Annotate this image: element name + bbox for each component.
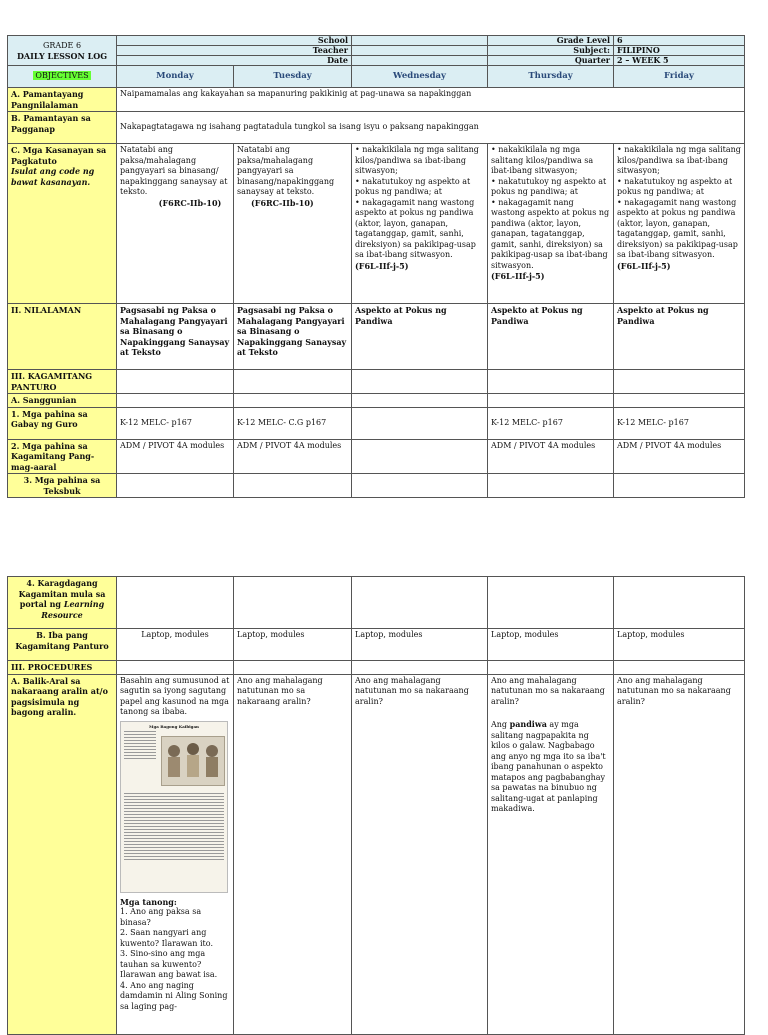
row-label-procedures: III. PROCEDURES <box>8 661 117 675</box>
kagamitang-tuesday: ADM / PIVOT 4A modules <box>234 439 352 474</box>
gabay-wednesday <box>352 407 488 439</box>
lesson-log-table-page2 <box>7 576 745 1035</box>
story-thumbnail-title: Mga Bagong Kaibigan <box>149 723 199 729</box>
story-illustration <box>161 736 225 786</box>
list-item: 2. Saan nangyari ang kuwento? Ilarawan ito. <box>120 928 213 948</box>
objectives-label: OBJECTIVES <box>35 71 89 81</box>
row-label-kasanayan <box>8 144 117 304</box>
karagdagang-thursday <box>488 577 614 629</box>
day-header-monday: Monday <box>117 66 234 88</box>
nilalaman-wednesday: Aspekto at Pokus ng Pandiwa <box>352 304 488 370</box>
subject-label: Subject: <box>488 46 614 56</box>
day-header-thursday: Thursday <box>488 66 614 88</box>
procedures-monday <box>117 661 234 675</box>
kagamitang-monday: ADM / PIVOT 4A modules <box>117 439 234 474</box>
teksbuk-thursday <box>488 474 614 498</box>
teksbuk-monday <box>117 474 234 498</box>
kasanayan-thursday-code: (F6L-IIf-j-5) <box>491 271 545 281</box>
day-header-friday: Friday <box>614 66 745 88</box>
kagamitang-friday: ADM / PIVOT 4A modules <box>614 439 745 474</box>
pandiwa-definition: Ang pandiwa ay mga salitang nagpapakita ng kilos o galaw. Nagbabago ang anyo ng mga ito sa iba't ibang panahunan o aspekto matapos ang pagbabanghay sa pawatas na binubuo ng salitang-ugat at panlaping makadiwa. <box>491 719 606 813</box>
kasanayan-label: C. Mga Kasanayan sa Pagkatuto <box>11 145 107 166</box>
mga-tanong-list <box>120 907 230 1012</box>
row-label-pamantayang-pangnilalaman: A. Pamantayang Pangnilalaman <box>8 88 117 112</box>
kagamitang-panturo-tuesday <box>234 370 352 394</box>
day-header-tuesday: Tuesday <box>234 66 352 88</box>
teksbuk-friday <box>614 474 745 498</box>
row-label-karagdagang-kagamitan <box>8 577 117 629</box>
log-title: DAILY LESSON LOG <box>16 50 108 61</box>
gabay-friday: K-12 MELC- p167 <box>614 407 745 439</box>
karagdagang-tuesday <box>234 577 352 629</box>
karagdagang-monday <box>117 577 234 629</box>
balik-aral-thursday <box>488 674 614 1034</box>
teksbuk-wednesday <box>352 474 488 498</box>
pamantayang-pangnilalaman-text: Naipamamalas ang kakayahan sa mapanuring pakikinig at pag-unawa sa napakinggan <box>117 88 745 112</box>
row-label-teksbuk: 3. Mga pahina sa Teksbuk <box>8 474 117 498</box>
procedures-tuesday <box>234 661 352 675</box>
grade-title: GRADE 6 <box>42 40 82 50</box>
header-grade-cell <box>8 36 117 66</box>
balik-aral-tuesday: Ano ang mahalagang natutunan mo sa nakaraang aralin? <box>234 674 352 1034</box>
row-label-iba-pang-kagamitan: B. Iba pang Kagamitang Panturo <box>8 629 117 661</box>
gabay-thursday: K-12 MELC- p167 <box>488 407 614 439</box>
teksbuk-tuesday <box>234 474 352 498</box>
nilalaman-tuesday: Pagsasabi ng Paksa o Mahalagang Pangyayari sa Binasang o Napakinggang Sanaysay at Teksto <box>234 304 352 370</box>
balik-aral-friday: Ano ang mahalagang natutunan mo sa nakaraang aralin? <box>614 674 745 1034</box>
row-label-sanggunian: A. Sanggunian <box>8 394 117 408</box>
iba-pang-friday: Laptop, modules <box>614 629 745 661</box>
objectives-header <box>8 66 117 88</box>
list-item: 1. Ano ang paksa sa binasa? <box>120 907 202 927</box>
kasanayan-note: Isulat ang code ng bawat kasanayan. <box>11 166 95 187</box>
kagamitang-panturo-wednesday <box>352 370 488 394</box>
kasanayan-wednesday <box>352 144 488 304</box>
pandiwa-term: pandiwa <box>509 719 547 729</box>
kasanayan-tuesday <box>234 144 352 304</box>
kasanayan-monday-code: (F6RC-IIb-10) <box>158 197 222 208</box>
nilalaman-monday: Pagsasabi ng Paksa o Mahalagang Pangyayari sa Binasang o Napakinggang Sanaysay at Teksto <box>117 304 234 370</box>
grade-level-value: 6 <box>614 36 745 46</box>
row-label-kagamitang-panturo: III. KAGAMITANG PANTURO <box>8 370 117 394</box>
sanggunian-tuesday <box>234 394 352 408</box>
karagdagang-wednesday <box>352 577 488 629</box>
quarter-label: Quarter <box>488 56 614 66</box>
story-thumbnail-image <box>120 721 228 893</box>
karagdagang-friday <box>614 577 745 629</box>
row-label-pamantayan-sa-pagganap: B. Pamantayan sa Pagganap <box>8 112 117 144</box>
balik-aral-monday-intro: Basahin ang sumusunod at sagutin sa iyong sagutang papel ang kasunod na mga tanong sa ibaba. <box>120 675 230 716</box>
kagamitang-panturo-monday <box>117 370 234 394</box>
sanggunian-wednesday <box>352 394 488 408</box>
balik-aral-thursday-question: Ano ang mahalagang natutunan mo sa nakaraang aralin? <box>491 675 605 706</box>
school-value[interactable] <box>352 36 488 46</box>
kasanayan-tuesday-code: (F6RC-IIb-10) <box>251 197 314 208</box>
procedures-wednesday <box>352 661 488 675</box>
row-label-gabay-ng-guro: 1. Mga pahina sa Gabay ng Guro <box>8 407 117 439</box>
kagamitang-panturo-thursday <box>488 370 614 394</box>
nilalaman-thursday: Aspekto at Pokus ng Pandiwa <box>488 304 614 370</box>
kasanayan-friday-code: (F6L-IIf-j-5) <box>617 260 671 271</box>
list-item: 4. Ano ang naging damdamin ni Aling Soning sa laging pag- <box>120 980 228 1011</box>
gabay-tuesday: K-12 MELC- C.G p167 <box>234 407 352 439</box>
kagamitang-wednesday <box>352 439 488 474</box>
balik-aral-wednesday: Ano ang mahalagang natutunan mo sa nakaraang aralin? <box>352 674 488 1034</box>
quarter-value: 2 – WEEK 5 <box>614 56 745 66</box>
iba-pang-thursday: Laptop, modules <box>488 629 614 661</box>
teacher-value[interactable] <box>352 46 488 56</box>
school-label: School <box>117 36 352 46</box>
date-value[interactable] <box>352 56 488 66</box>
kasanayan-wednesday-text: • nakakikilala ng mga salitang kilos/pandiwa sa ibat-ibang sitwasyon; • nakatutukoy ng aspekto at pokus ng pandiwa; at • nakagagamit nang wastong aspekto at pokus ng pandiwa (aktor, layon, ganapan, tagatanggap, gamit, sanhi, direksiyon) sa pakikipag-usap sa ibat-ibang sitwasyon. <box>355 145 479 259</box>
gabay-monday: K-12 MELC- p167 <box>117 407 234 439</box>
kasanayan-friday <box>614 144 745 304</box>
subject-value: FILIPINO <box>614 46 745 56</box>
kasanayan-thursday <box>488 144 614 304</box>
pamantayan-sa-pagganap-text: Nakapagtatagawa ng isahang pagtatadula tungkol sa isang isyu o paksang napakinggan <box>117 112 745 144</box>
kasanayan-wednesday-code: (F6L-IIf-j-5) <box>355 260 409 271</box>
kasanayan-thursday-text: • nakakikilala ng mga salitang kilos/pandiwa sa ibat-ibang sitwasyon; • nakatutukoy ng aspekto at pokus ng pandiwa; at • nakagagamit nang wastong aspekto at pokus ng pandiwa (aktor, layon, ganapan, tagatanggap, gamit, sanhi, direksiyon) sa pakikipag-usap sa ibat-ibang sitwasyon. <box>491 145 610 270</box>
nilalaman-friday: Aspekto at Pokus ng Pandiwa <box>614 304 745 370</box>
kagamitang-thursday: ADM / PIVOT 4A modules <box>488 439 614 474</box>
list-item: 3. Sino-sino ang mga tauhan sa kuwento? Ilarawan ang bawat isa. <box>120 949 218 979</box>
grade-level-label: Grade Level <box>488 36 614 46</box>
iba-pang-monday: Laptop, modules <box>117 629 234 661</box>
procedures-friday <box>614 661 745 675</box>
procedures-thursday <box>488 661 614 675</box>
balik-aral-monday <box>117 674 234 1034</box>
iba-pang-wednesday: Laptop, modules <box>352 629 488 661</box>
karagdagang-label: 4. Karagdagang Kagamitan mula sa portal ng <box>18 578 106 609</box>
sanggunian-thursday <box>488 394 614 408</box>
day-header-wednesday: Wednesday <box>352 66 488 88</box>
iba-pang-tuesday: Laptop, modules <box>234 629 352 661</box>
sanggunian-friday <box>614 394 745 408</box>
row-label-balik-aral: A. Balik-Aral sa nakaraang aralin at/o pagsisimula ng bagong aralin. <box>8 674 117 1034</box>
row-label-kagamitang-pang-mag-aaral: 2. Mga pahina sa Kagamitang Pang-mag-aaral <box>8 439 117 474</box>
kasanayan-friday-text: • nakakikilala ng mga salitang kilos/pandiwa sa ibat-ibang sitwasyon; • nakatutukoy ng aspekto at pokus ng pandiwa; at • nakagagamit nang wastong aspekto at pokus ng pandiwa (aktor, layon, ganapan, tagatanggap, gamit, sanhi, direksiyon) sa pakikipag-usap sa ibat-ibang sitwasyon. <box>617 145 741 259</box>
kasanayan-tuesday-text: Natatabi ang paksa/mahalagang pangyayari sa binasang/napakinggang sanaysay at teksto. <box>237 145 335 196</box>
teacher-label: Teacher <box>117 46 352 56</box>
kasanayan-monday <box>117 144 234 304</box>
kagamitang-panturo-friday <box>614 370 745 394</box>
lesson-log-table-page1 <box>7 35 745 498</box>
date-label: Date <box>117 56 352 66</box>
mga-tanong-title: Mga tanong: <box>120 896 177 907</box>
learning-resource-label: Learning Resource <box>41 599 105 620</box>
sanggunian-monday <box>117 394 234 408</box>
kasanayan-monday-text: Natatabi ang paksa/mahalagang pangyayari sa binasang/ napakinggang sanaysay at teksto. <box>120 145 228 196</box>
row-label-nilalaman: II. NILALAMAN <box>8 304 117 370</box>
